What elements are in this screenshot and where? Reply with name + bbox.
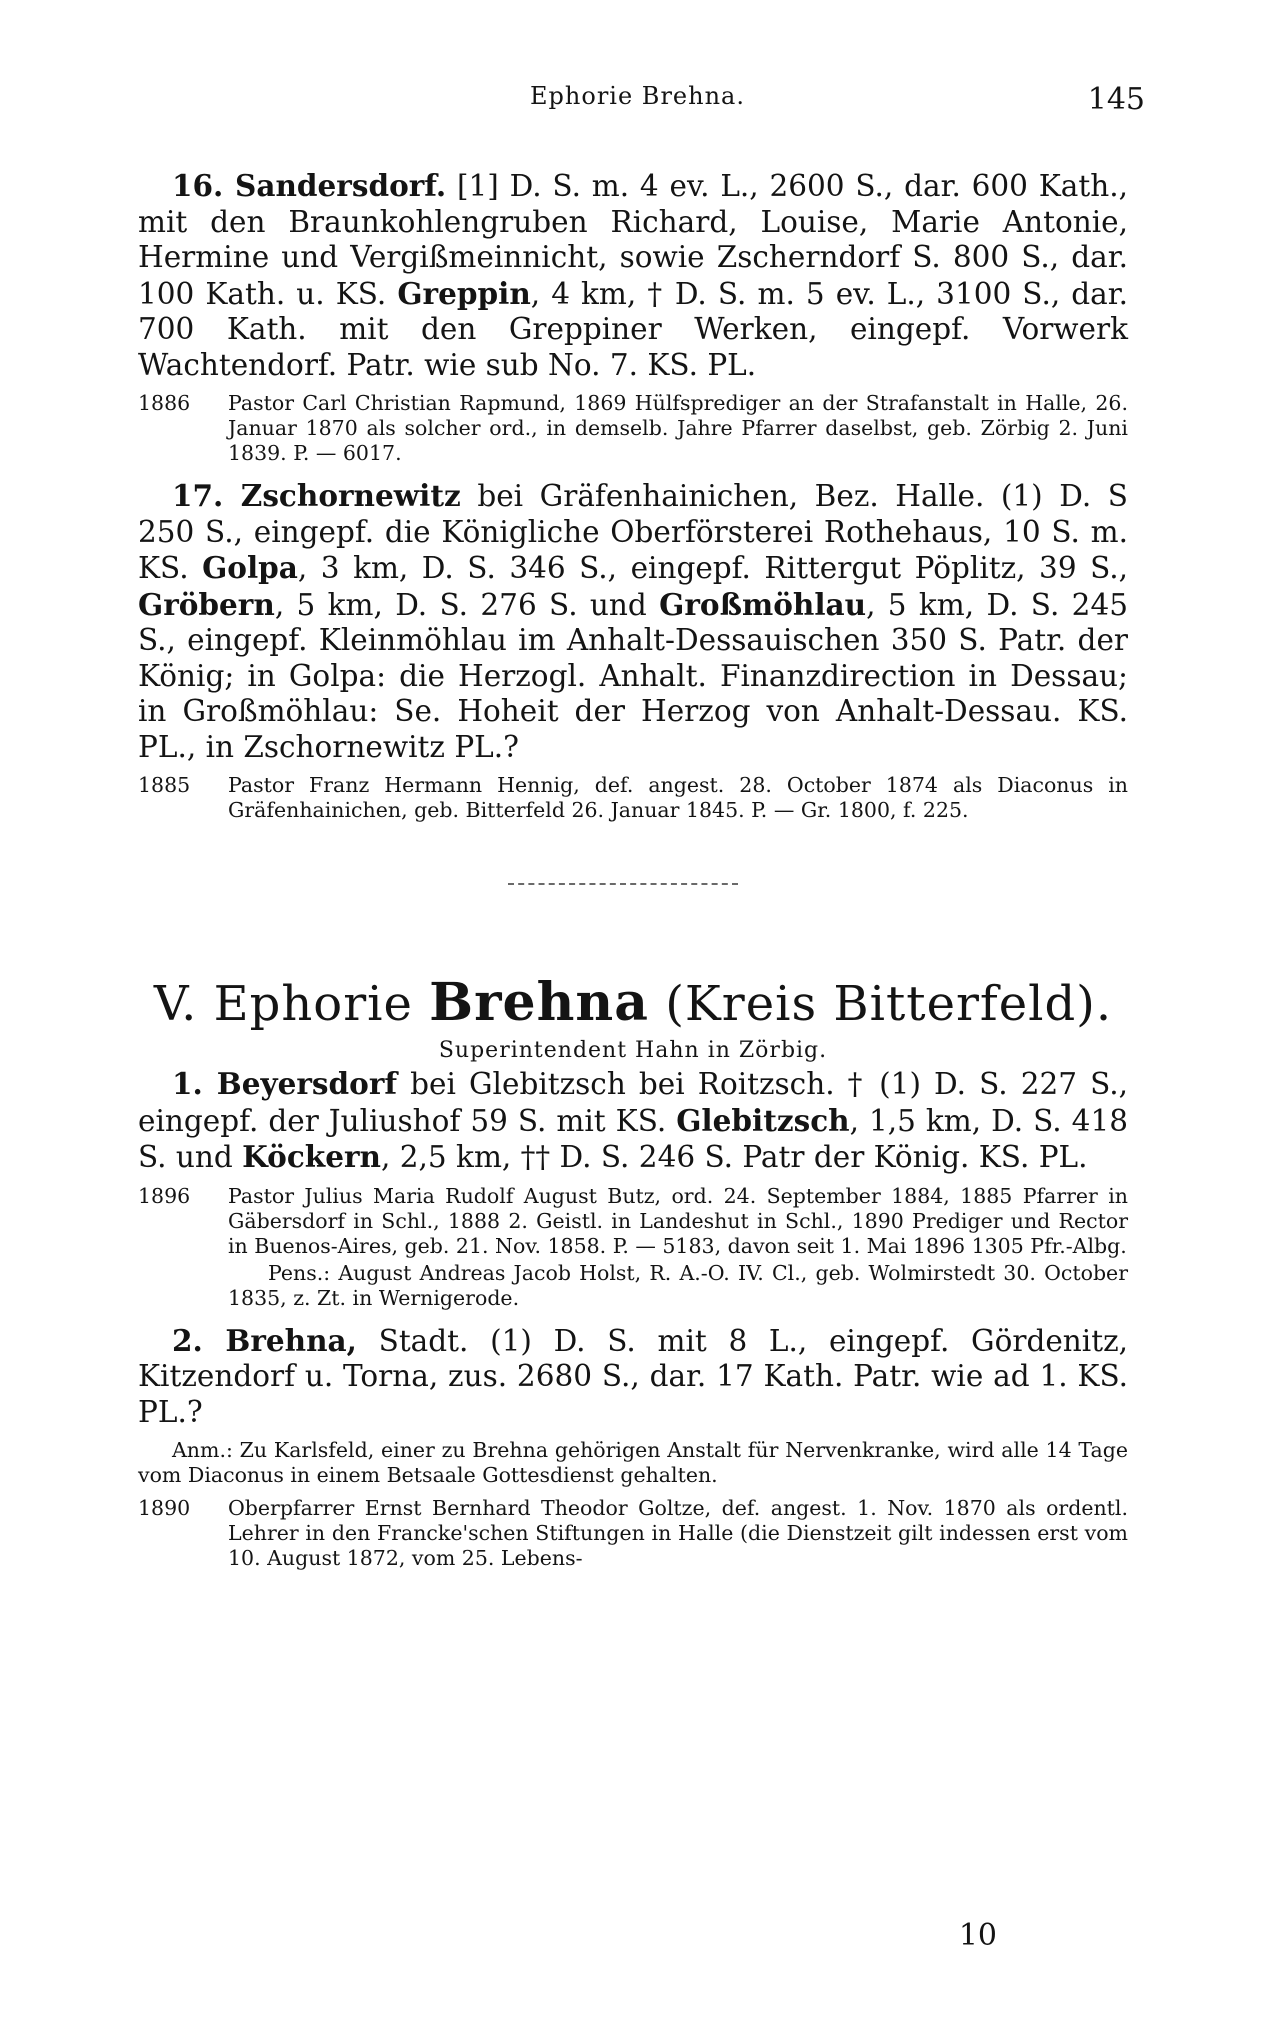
pastor-note-text: Pastor Julius Maria Rudolf August Butz, ord. 24. September 1884, 1885 Pfarrer in Gäbersdorf in Schl., 1888 2. Geistl. in Landeshut in Schl., 1890 Prediger und Rector in Buenos-Aires, geb. 21. Nov. 1858. P. — 5183, davon seit 1. Mai 1896 1305 Pfr.-Albg. [228, 1183, 1128, 1258]
running-head [0, 82, 1275, 122]
signature-mark [0, 1918, 1275, 1962]
pastor-note [138, 1496, 1128, 1571]
pastor-note-year: 1896 [138, 1183, 191, 1208]
pastor-note-text: Pastor Carl Christian Rapmund, 1869 Hülfsprediger an der Strafanstalt in Halle, 26. Januar 1870 als solcher ord., in demselb. Jahre Pfarrer daselbst, geb. Zörbig 2. Juni 1839. P. — 6017. [228, 391, 1128, 465]
pastor-note [138, 773, 1128, 823]
pastor-note-text: Pastor Franz Hermann Hennig, def. angest. 28. October 1874 als Diaconus in Gräfenhainichen, geb. Bitterfeld 26. Januar 1845. P. — Gr. 1800, f. 225. [228, 773, 1128, 822]
pastor-note [138, 1184, 1128, 1259]
superintendent-line: Superintendent Hahn in Zörbig. [438, 1038, 828, 1063]
section-title-bold: Brehna [429, 972, 649, 1033]
parish-entries-section [138, 1066, 1128, 1571]
signature-number: 10 [958, 1918, 997, 1953]
section-heading [138, 973, 1128, 1034]
parish-entry: 16. Sandersdorf. [1] D. S. m. 4 ev. L., 2600 S., dar. 600 Kath., mit den Braunkohlengruben Richard, Louise, Marie Antonie, Hermine und Vergißmeinnicht, sowie Zscherndorf S. 800 S., dar. 100 Kath. u. KS. Greppin, 4 km, † D. S. m. 5 ev. L., 3100 S., dar. 700 Kath. mit den Greppiner Werken, eingepf. Vorwerk Wachtendorf. Patr. wie sub No. 7. KS. PL. [138, 168, 1128, 382]
parish-entry: 17. Zschornewitz bei Gräfenhainichen, Bez. Halle. (1) D. S 250 S., eingepf. die Königliche Oberförsterei Rothehaus, 10 S. m. KS. Golpa, 3 km, D. S. 346 S., eingepf. Rittergut Pöplitz, 39 S., Gröbern, 5 km, D. S. 276 S. und Großmöhlau, 5 km, D. S. 245 S., eingepf. Kleinmöhlau im Anhalt-Dessauischen 350 S. Patr. der König; in Golpa: die Herzogl. Anhalt. Finanzdirection in Dessau; in Großmöhlau: Se. Hoheit der Herzog von Anhalt-Dessau. KS. PL., in Zschornewitz PL.? [138, 478, 1128, 764]
pastor-note-year: 1885 [138, 773, 191, 797]
remark-note: Anm.: Zu Karlsfeld, einer zu Brehna gehörigen Anstalt für Nervenkranke, wird alle 14 Tage vom Diaconus in einem Betsaale Gottesdienst gehalten. [138, 1438, 1128, 1487]
pension-note: Pens.: August Andreas Jacob Holst, R. A.-O. IV. Cl., geb. Wolmirstedt 30. October 1835, z. Zt. in Wernigerode. [228, 1260, 1128, 1310]
parish-entries-top [138, 168, 1128, 823]
page-number: 145 [1087, 82, 1145, 117]
page-content [138, 168, 1128, 1571]
parish-entry: 1. Beyersdorf bei Glebitzsch bei Roitzsch. † (1) D. S. 227 S., eingepf. der Juliushof 59 S. mit KS. Glebitzsch, 1,5 km, D. S. 418 S. und Köckern, 2,5 km, †† D. S. 246 S. Patr der König. KS. PL. [138, 1066, 1128, 1174]
running-title: Ephorie Brehna. [530, 82, 745, 110]
pastor-note-year: 1890 [138, 1496, 191, 1520]
section-title-suffix: (Kreis Bitterfeld). [665, 976, 1113, 1032]
section-title-prefix: V. Ephorie [153, 976, 413, 1032]
section-divider [138, 863, 1128, 907]
pastor-note-year: 1886 [138, 391, 191, 415]
pastor-note-text: Oberpfarrer Ernst Bernhard Theodor Goltze, def. angest. 1. Nov. 1870 als ordentl. Lehrer in den Francke'schen Stiftungen in Halle (die Dienstzeit gilt indessen erst vom 10. August 1872, vom 25. Lebens- [228, 1496, 1128, 1570]
parish-entry: 2. Brehna, Stadt. (1) D. S. mit 8 L., eingepf. Gördenitz, Kitzendorf u. Torna, zus. 2680 S., dar. 17 Kath. Patr. wie ad 1. KS. PL.? [138, 1322, 1128, 1429]
pastor-note [138, 391, 1128, 466]
